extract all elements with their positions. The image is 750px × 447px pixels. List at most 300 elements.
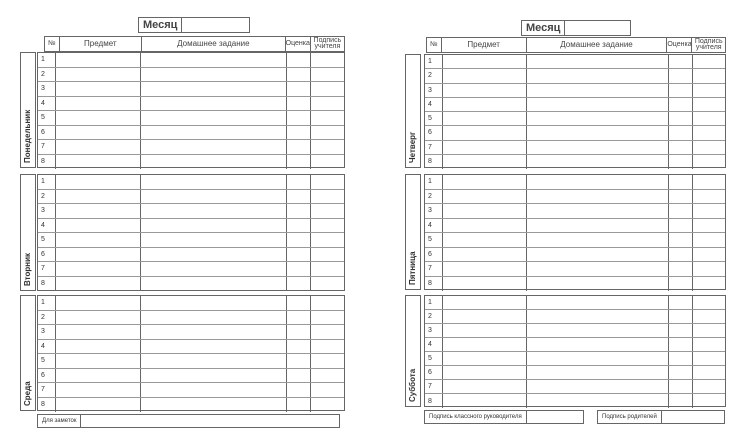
table-row (38, 311, 344, 326)
cell-subject[interactable] (443, 296, 527, 309)
row-num: 8 (38, 277, 56, 292)
cell-signature[interactable] (311, 369, 344, 383)
cell-grade[interactable] (669, 204, 693, 218)
month-box-right (521, 20, 631, 36)
cell-homework[interactable] (141, 68, 287, 82)
row-num: 4 (425, 98, 443, 111)
table-row (425, 233, 725, 248)
cell-grade[interactable] (669, 352, 693, 365)
row-num: 3 (38, 325, 56, 339)
row-num: 5 (425, 352, 443, 365)
cell-subject[interactable] (56, 262, 141, 276)
cell-homework[interactable] (527, 175, 669, 189)
table-row (38, 296, 344, 311)
cell-grade[interactable] (669, 126, 693, 139)
cell-subject[interactable] (443, 380, 527, 393)
header-grade: Оценка (667, 38, 692, 52)
cell-homework[interactable] (141, 398, 287, 413)
cell-homework[interactable] (141, 296, 287, 310)
cell-homework[interactable] (527, 277, 669, 292)
table-row (38, 126, 344, 141)
table-row (425, 190, 725, 205)
cell-homework[interactable] (527, 112, 669, 125)
cell-subject[interactable] (56, 277, 141, 292)
cell-subject[interactable] (443, 204, 527, 218)
month-box-left (138, 17, 250, 33)
cell-subject[interactable] (443, 338, 527, 351)
cell-signature[interactable] (311, 262, 344, 276)
cell-subject[interactable] (56, 219, 141, 233)
cell-grade[interactable] (669, 394, 693, 408)
cell-signature[interactable] (311, 155, 344, 170)
cell-signature[interactable] (693, 155, 725, 169)
header-grade: Оценка (286, 37, 311, 51)
cell-subject[interactable] (443, 248, 527, 262)
cell-grade[interactable] (287, 204, 311, 218)
header-homework: Домашнее задание (142, 37, 286, 51)
cell-subject[interactable] (56, 97, 141, 111)
cell-signature[interactable] (693, 277, 725, 292)
table-row (425, 55, 725, 69)
cell-grade[interactable] (669, 296, 693, 309)
table-row (425, 248, 725, 263)
cell-homework[interactable] (527, 69, 669, 82)
row-num: 4 (425, 219, 443, 233)
cell-subject[interactable] (443, 233, 527, 247)
cell-subject[interactable] (56, 68, 141, 82)
cell-grade[interactable] (669, 98, 693, 111)
cell-grade[interactable] (669, 338, 693, 351)
cell-grade[interactable] (287, 248, 311, 262)
cell-homework[interactable] (141, 175, 287, 189)
cell-grade[interactable] (287, 296, 311, 310)
cell-grade[interactable] (669, 248, 693, 262)
cell-signature[interactable] (311, 53, 344, 67)
table-row (425, 366, 725, 380)
cell-signature[interactable] (311, 383, 344, 397)
cell-grade[interactable] (669, 55, 693, 68)
cell-signature[interactable] (693, 352, 725, 365)
cell-homework[interactable] (141, 383, 287, 397)
row-num: 5 (38, 233, 56, 247)
cell-signature[interactable] (693, 175, 725, 189)
row-num: 1 (425, 175, 443, 189)
cell-homework[interactable] (527, 204, 669, 218)
cell-signature[interactable] (693, 141, 725, 154)
cell-homework[interactable] (141, 155, 287, 170)
table-row (425, 262, 725, 277)
cell-homework[interactable] (527, 338, 669, 351)
cell-signature[interactable] (693, 98, 725, 111)
cell-grade[interactable] (669, 219, 693, 233)
header-signature: Подпись учителя (313, 37, 342, 50)
table-row (425, 98, 725, 112)
cell-signature[interactable] (693, 366, 725, 379)
cell-subject[interactable] (56, 82, 141, 96)
cell-subject[interactable] (56, 140, 141, 154)
row-num: 2 (425, 69, 443, 82)
row-num: 6 (38, 126, 56, 140)
cell-grade[interactable] (669, 310, 693, 323)
cell-subject[interactable] (56, 383, 141, 397)
cell-subject[interactable] (443, 190, 527, 204)
row-num: 1 (425, 296, 443, 309)
cell-homework[interactable] (141, 190, 287, 204)
cell-homework[interactable] (527, 352, 669, 365)
cell-grade[interactable] (287, 354, 311, 368)
table-row (38, 262, 344, 277)
cell-subject[interactable] (443, 366, 527, 379)
row-num: 7 (38, 383, 56, 397)
cell-grade[interactable] (287, 190, 311, 204)
table-row (38, 97, 344, 112)
table-row (425, 204, 725, 219)
cell-homework[interactable] (141, 97, 287, 111)
cell-grade[interactable] (287, 140, 311, 154)
cell-homework[interactable] (527, 296, 669, 309)
row-num: 7 (425, 262, 443, 276)
table-row (38, 354, 344, 369)
cell-homework[interactable] (527, 126, 669, 139)
cell-homework[interactable] (141, 248, 287, 262)
row-num: 7 (38, 262, 56, 276)
cell-signature[interactable] (311, 68, 344, 82)
cell-subject[interactable] (443, 155, 527, 169)
day-label-wednesday: Среда (23, 381, 32, 406)
cell-grade[interactable] (669, 141, 693, 154)
cell-grade[interactable] (669, 262, 693, 276)
cell-homework[interactable] (141, 126, 287, 140)
day-tab-wednesday (20, 295, 36, 411)
cell-subject[interactable] (56, 354, 141, 368)
header-signature: Подпись учителя (694, 38, 723, 51)
cell-homework[interactable] (141, 204, 287, 218)
header-num: № (45, 37, 60, 51)
cell-signature[interactable] (693, 84, 725, 97)
cell-grade[interactable] (669, 366, 693, 379)
table-row (38, 340, 344, 355)
cell-homework[interactable] (527, 141, 669, 154)
cell-signature[interactable] (693, 262, 725, 276)
row-num: 6 (425, 366, 443, 379)
cell-signature[interactable] (311, 340, 344, 354)
cell-grade[interactable] (287, 82, 311, 96)
cell-signature[interactable] (311, 126, 344, 140)
day-grid-thursday (424, 54, 726, 168)
cell-grade[interactable] (287, 53, 311, 67)
cell-signature[interactable] (693, 338, 725, 351)
table-row (425, 69, 725, 83)
cell-grade[interactable] (287, 233, 311, 247)
cell-subject[interactable] (56, 53, 141, 67)
cell-signature[interactable] (311, 233, 344, 247)
cell-signature[interactable] (693, 394, 725, 408)
cell-signature[interactable] (693, 55, 725, 68)
cell-signature[interactable] (693, 204, 725, 218)
day-tab-thursday (405, 54, 421, 168)
cell-homework[interactable] (527, 219, 669, 233)
parent-sign-input[interactable] (662, 411, 724, 423)
cell-subject[interactable] (56, 111, 141, 125)
cell-signature[interactable] (311, 204, 344, 218)
day-tab-monday (20, 52, 36, 168)
cell-grade[interactable] (287, 155, 311, 170)
parent-sign-box (597, 410, 725, 424)
row-num: 5 (425, 233, 443, 247)
cell-homework[interactable] (527, 233, 669, 247)
cell-subject[interactable] (443, 84, 527, 97)
cell-homework[interactable] (527, 190, 669, 204)
row-num: 6 (425, 248, 443, 262)
cell-subject[interactable] (56, 398, 141, 413)
cell-homework[interactable] (141, 140, 287, 154)
row-num: 3 (425, 84, 443, 97)
row-num: 1 (38, 296, 56, 310)
table-row (425, 296, 725, 310)
cell-grade[interactable] (287, 369, 311, 383)
cell-signature[interactable] (311, 277, 344, 292)
cell-homework[interactable] (141, 325, 287, 339)
cell-subject[interactable] (56, 325, 141, 339)
cell-signature[interactable] (693, 233, 725, 247)
cell-homework[interactable] (141, 111, 287, 125)
cell-grade[interactable] (669, 277, 693, 292)
row-num: 3 (38, 204, 56, 218)
cell-grade[interactable] (669, 324, 693, 337)
cell-subject[interactable] (56, 340, 141, 354)
cell-subject[interactable] (443, 55, 527, 68)
cell-homework[interactable] (527, 380, 669, 393)
notes-input[interactable] (81, 415, 339, 427)
table-row (38, 219, 344, 234)
cell-signature[interactable] (311, 82, 344, 96)
cell-subject[interactable] (56, 204, 141, 218)
row-num: 3 (38, 82, 56, 96)
day-grid-friday (424, 174, 726, 290)
cell-grade[interactable] (669, 190, 693, 204)
cell-signature[interactable] (311, 325, 344, 339)
cell-homework[interactable] (141, 369, 287, 383)
cell-subject[interactable] (56, 233, 141, 247)
cell-homework[interactable] (141, 340, 287, 354)
row-num: 1 (425, 55, 443, 68)
cell-subject[interactable] (443, 112, 527, 125)
cell-homework[interactable] (527, 155, 669, 169)
table-row (38, 190, 344, 205)
cell-grade[interactable] (287, 219, 311, 233)
table-row (425, 310, 725, 324)
row-num: 7 (425, 141, 443, 154)
table-row (425, 175, 725, 190)
row-num: 5 (425, 112, 443, 125)
cell-signature[interactable] (693, 324, 725, 337)
cell-signature[interactable] (311, 248, 344, 262)
cell-subject[interactable] (443, 69, 527, 82)
cell-grade[interactable] (287, 126, 311, 140)
cell-grade[interactable] (669, 175, 693, 189)
cell-subject[interactable] (443, 126, 527, 139)
header-homework: Домашнее задание (527, 38, 668, 52)
row-num: 8 (425, 277, 443, 292)
cell-grade[interactable] (669, 69, 693, 82)
table-row (38, 325, 344, 340)
table-row (425, 141, 725, 155)
table-row (425, 126, 725, 140)
cell-subject[interactable] (56, 126, 141, 140)
day-grid-saturday (424, 295, 726, 407)
cell-signature[interactable] (311, 175, 344, 189)
cell-subject[interactable] (443, 310, 527, 323)
cell-signature[interactable] (311, 97, 344, 111)
cell-subject[interactable] (443, 394, 527, 408)
cell-subject[interactable] (443, 324, 527, 337)
cell-homework[interactable] (141, 262, 287, 276)
header-num: № (427, 38, 442, 52)
cell-signature[interactable] (693, 296, 725, 309)
table-row (38, 175, 344, 190)
cell-signature[interactable] (311, 398, 344, 413)
cell-grade[interactable] (669, 233, 693, 247)
cell-subject[interactable] (443, 352, 527, 365)
table-row (38, 204, 344, 219)
cell-subject[interactable] (56, 296, 141, 310)
cell-subject[interactable] (56, 155, 141, 170)
cell-subject[interactable] (443, 141, 527, 154)
cell-homework[interactable] (141, 219, 287, 233)
row-num: 5 (38, 111, 56, 125)
cell-homework[interactable] (527, 98, 669, 111)
cell-grade[interactable] (287, 97, 311, 111)
cell-homework[interactable] (141, 53, 287, 67)
day-grid-monday (37, 52, 345, 168)
cell-grade[interactable] (669, 84, 693, 97)
cell-signature[interactable] (693, 310, 725, 323)
cell-signature[interactable] (693, 380, 725, 393)
month-label: Месяц (139, 18, 182, 32)
cell-subject[interactable] (443, 262, 527, 276)
cell-subject[interactable] (443, 175, 527, 189)
cell-signature[interactable] (693, 248, 725, 262)
table-row (38, 233, 344, 248)
table-row (38, 398, 344, 413)
cell-signature[interactable] (311, 111, 344, 125)
row-num: 1 (38, 175, 56, 189)
header-subject: Предмет (60, 37, 142, 51)
table-header-right (426, 37, 726, 53)
cell-grade[interactable] (287, 175, 311, 189)
cell-subject[interactable] (443, 219, 527, 233)
day-tab-tuesday (20, 174, 36, 291)
cell-subject[interactable] (56, 175, 141, 189)
cell-signature[interactable] (693, 69, 725, 82)
cell-grade[interactable] (287, 340, 311, 354)
class-teacher-sign-label: Подпись классного руководителя (425, 411, 527, 423)
class-teacher-sign-box (424, 410, 584, 424)
cell-grade[interactable] (287, 262, 311, 276)
notes-label: Для заметок (38, 415, 81, 427)
table-row (425, 380, 725, 394)
row-num: 3 (425, 204, 443, 218)
cell-grade[interactable] (287, 111, 311, 125)
cell-grade[interactable] (287, 325, 311, 339)
cell-signature[interactable] (311, 140, 344, 154)
cell-grade[interactable] (287, 398, 311, 413)
notes-box (37, 414, 340, 428)
day-label-tuesday: Вторник (23, 252, 32, 286)
cell-signature[interactable] (693, 112, 725, 125)
cell-homework[interactable] (527, 324, 669, 337)
cell-subject[interactable] (56, 369, 141, 383)
cell-homework[interactable] (527, 310, 669, 323)
month-input[interactable] (182, 18, 249, 32)
cell-homework[interactable] (527, 262, 669, 276)
cell-subject[interactable] (56, 190, 141, 204)
cell-signature[interactable] (693, 126, 725, 139)
day-tab-saturday (405, 295, 421, 407)
row-num: 7 (38, 140, 56, 154)
cell-homework[interactable] (527, 55, 669, 68)
parent-sign-label: Подпись родителей (598, 411, 662, 423)
cell-homework[interactable] (141, 233, 287, 247)
cell-subject[interactable] (443, 277, 527, 292)
row-num: 5 (38, 354, 56, 368)
cell-homework[interactable] (141, 277, 287, 292)
table-row (425, 394, 725, 408)
row-num: 4 (425, 338, 443, 351)
cell-grade[interactable] (669, 380, 693, 393)
cell-grade[interactable] (287, 277, 311, 292)
cell-grade[interactable] (287, 311, 311, 325)
table-row (38, 277, 344, 292)
cell-homework[interactable] (527, 366, 669, 379)
cell-homework[interactable] (141, 311, 287, 325)
cell-homework[interactable] (527, 248, 669, 262)
cell-signature[interactable] (311, 296, 344, 310)
cell-subject[interactable] (56, 248, 141, 262)
class-teacher-sign-input[interactable] (527, 411, 583, 423)
day-tab-friday (405, 174, 421, 290)
table-row (38, 248, 344, 263)
cell-homework[interactable] (141, 354, 287, 368)
cell-signature[interactable] (693, 190, 725, 204)
day-label-monday: Понедельник (23, 109, 32, 163)
cell-grade[interactable] (287, 68, 311, 82)
table-row (38, 140, 344, 155)
table-header-left (44, 36, 345, 52)
cell-signature[interactable] (693, 219, 725, 233)
cell-homework[interactable] (141, 82, 287, 96)
cell-homework[interactable] (527, 84, 669, 97)
cell-grade[interactable] (669, 155, 693, 169)
day-grid-wednesday (37, 295, 345, 411)
cell-signature[interactable] (311, 311, 344, 325)
row-num: 4 (38, 340, 56, 354)
table-row (38, 155, 344, 170)
row-num: 1 (38, 53, 56, 67)
cell-signature[interactable] (311, 190, 344, 204)
cell-subject[interactable] (56, 311, 141, 325)
table-row (38, 111, 344, 126)
cell-homework[interactable] (527, 394, 669, 408)
cell-subject[interactable] (443, 98, 527, 111)
cell-signature[interactable] (311, 354, 344, 368)
cell-signature[interactable] (311, 219, 344, 233)
cell-grade[interactable] (669, 112, 693, 125)
month-input[interactable] (565, 21, 630, 35)
cell-grade[interactable] (287, 383, 311, 397)
table-row (425, 352, 725, 366)
table-row (38, 68, 344, 83)
